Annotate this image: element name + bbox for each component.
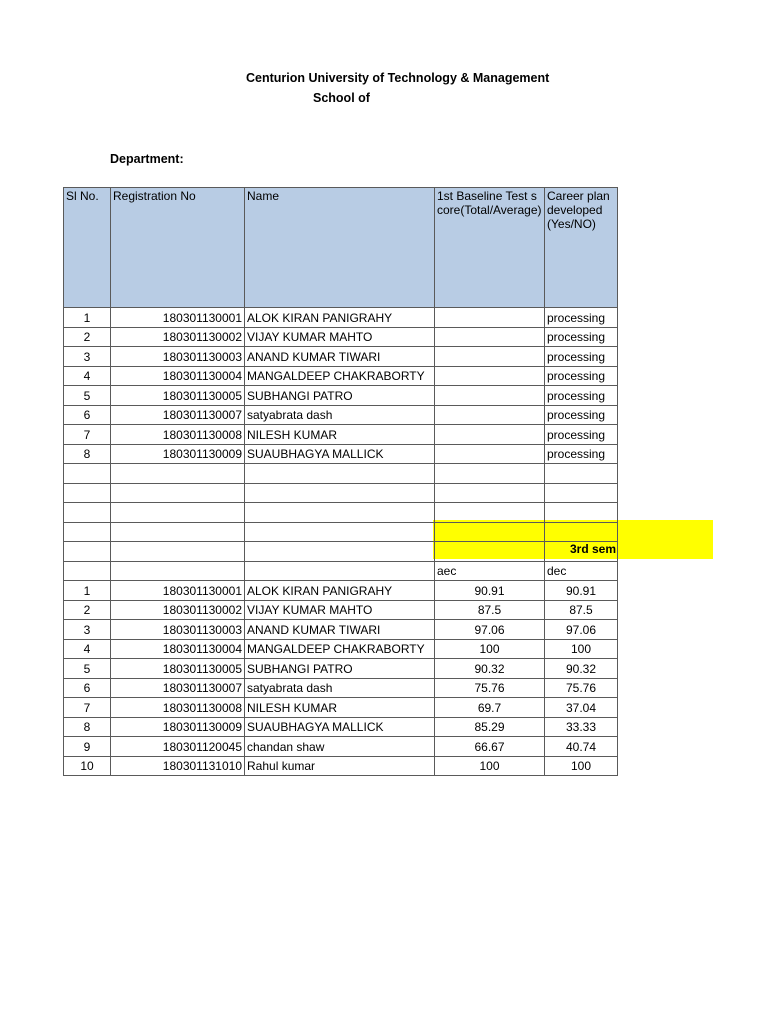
cell-career-plan: processing	[545, 308, 618, 328]
col-header-career-plan: Career plan developed (Yes/NO)	[545, 188, 618, 308]
cell-empty	[545, 483, 618, 503]
table-row	[64, 600, 618, 620]
cell-empty	[64, 542, 111, 562]
cell-baseline	[435, 347, 545, 367]
cell-empty	[545, 464, 618, 484]
cell-dec: 87.5	[545, 600, 618, 620]
cell-empty	[64, 483, 111, 503]
col-header-baseline: 1st Baseline Test score(Total/Average)	[435, 188, 545, 308]
cell-empty	[435, 503, 545, 523]
cell-career-plan: processing	[545, 327, 618, 347]
cell-registration: 180301130001	[111, 308, 245, 328]
cell-empty	[435, 464, 545, 484]
cell-sl: 2	[64, 327, 111, 347]
cell-name: VIJAY KUMAR MAHTO	[245, 327, 435, 347]
cell-empty	[245, 561, 435, 581]
table-header-row	[64, 188, 618, 308]
cell-empty	[545, 503, 618, 523]
cell-empty	[245, 542, 435, 562]
cell-name: NILESH KUMAR	[245, 425, 435, 445]
cell-empty	[111, 522, 245, 542]
cell-career-plan: processing	[545, 405, 618, 425]
cell-name: NILESH KUMAR	[245, 698, 435, 718]
subheader-row	[64, 561, 618, 581]
cell-empty	[545, 522, 618, 542]
table-row	[64, 386, 618, 406]
cell-registration: 180301130003	[111, 620, 245, 640]
cell-aec: 69.7	[435, 698, 545, 718]
cell-dec: 100	[545, 639, 618, 659]
cell-baseline	[435, 386, 545, 406]
cell-empty	[245, 483, 435, 503]
cell-registration: 180301130004	[111, 366, 245, 386]
cell-registration: 180301130001	[111, 581, 245, 601]
semester-band-row	[64, 542, 618, 562]
cell-sl: 10	[64, 756, 111, 776]
cell-empty	[245, 503, 435, 523]
cell-baseline	[435, 327, 545, 347]
cell-name: SUAUBHAGYA MALLICK	[245, 444, 435, 464]
cell-empty	[111, 483, 245, 503]
cell-empty	[64, 464, 111, 484]
cell-aec: 90.91	[435, 581, 545, 601]
table-row	[64, 347, 618, 367]
cell-registration: 180301130008	[111, 698, 245, 718]
table-row	[64, 327, 618, 347]
cell-aec: 100	[435, 756, 545, 776]
cell-baseline	[435, 444, 545, 464]
cell-dec: 33.33	[545, 717, 618, 737]
cell-baseline	[435, 308, 545, 328]
cell-registration: 180301130009	[111, 444, 245, 464]
cell-aec: 100	[435, 639, 545, 659]
cell-name: ANAND KUMAR TIWARI	[245, 347, 435, 367]
cell-empty	[435, 542, 545, 562]
cell-sl: 6	[64, 678, 111, 698]
cell-empty	[435, 522, 545, 542]
cell-empty	[111, 503, 245, 523]
cell-registration: 180301120045	[111, 737, 245, 757]
cell-sl: 7	[64, 425, 111, 445]
table-row	[64, 717, 618, 737]
cell-name: SUBHANGI PATRO	[245, 659, 435, 679]
cell-baseline	[435, 405, 545, 425]
table-row	[64, 620, 618, 640]
cell-name: Rahul kumar	[245, 756, 435, 776]
department-label: Department:	[110, 152, 184, 166]
cell-name: MANGALDEEP CHAKRABORTY	[245, 639, 435, 659]
cell-dec: 40.74	[545, 737, 618, 757]
cell-empty	[245, 464, 435, 484]
cell-sl: 2	[64, 600, 111, 620]
cell-aec: 66.67	[435, 737, 545, 757]
cell-registration: 180301130003	[111, 347, 245, 367]
table-row	[64, 698, 618, 718]
table-row	[64, 737, 618, 757]
cell-aec: 87.5	[435, 600, 545, 620]
semester-band-row	[64, 522, 618, 542]
cell-aec: 97.06	[435, 620, 545, 640]
cell-sl: 1	[64, 581, 111, 601]
cell-empty	[111, 464, 245, 484]
cell-sl: 4	[64, 639, 111, 659]
cell-name: ALOK KIRAN PANIGRAHY	[245, 581, 435, 601]
cell-dec: 90.91	[545, 581, 618, 601]
cell-registration: 180301130008	[111, 425, 245, 445]
table-row	[64, 581, 618, 601]
table-row	[64, 756, 618, 776]
cell-name: chandan shaw	[245, 737, 435, 757]
cell-name: SUBHANGI PATRO	[245, 386, 435, 406]
semester-label: 3rd sem	[570, 542, 617, 556]
cell-sl: 9	[64, 737, 111, 757]
cell-registration: 180301130004	[111, 639, 245, 659]
cell-baseline	[435, 366, 545, 386]
table-row	[64, 678, 618, 698]
cell-name: satyabrata dash	[245, 678, 435, 698]
cell-career-plan: processing	[545, 386, 618, 406]
table-row	[64, 659, 618, 679]
cell-career-plan: processing	[545, 444, 618, 464]
subheader-aec: aec	[435, 561, 545, 581]
student-table	[63, 187, 618, 776]
table-row	[64, 444, 618, 464]
cell-empty	[435, 483, 545, 503]
table-row	[64, 366, 618, 386]
cell-career-plan: processing	[545, 366, 618, 386]
empty-row	[64, 464, 618, 484]
cell-sl: 5	[64, 659, 111, 679]
table-row	[64, 425, 618, 445]
subheader-dec: dec	[545, 561, 618, 581]
table-row	[64, 405, 618, 425]
cell-name: SUAUBHAGYA MALLICK	[245, 717, 435, 737]
cell-name: ALOK KIRAN PANIGRAHY	[245, 308, 435, 328]
cell-registration: 180301130009	[111, 717, 245, 737]
cell-sl: 6	[64, 405, 111, 425]
cell-registration: 180301130002	[111, 327, 245, 347]
cell-aec: 90.32	[435, 659, 545, 679]
cell-empty	[111, 561, 245, 581]
table-row	[64, 639, 618, 659]
cell-registration: 180301130007	[111, 405, 245, 425]
cell-empty	[64, 522, 111, 542]
cell-sl: 3	[64, 620, 111, 640]
cell-sl: 1	[64, 308, 111, 328]
cell-registration: 180301131010	[111, 756, 245, 776]
empty-row	[64, 503, 618, 523]
cell-name: satyabrata dash	[245, 405, 435, 425]
table-row	[64, 308, 618, 328]
cell-empty	[111, 542, 245, 562]
col-header-name: Name	[245, 188, 435, 308]
cell-dec: 75.76	[545, 678, 618, 698]
cell-sl: 5	[64, 386, 111, 406]
cell-sl: 8	[64, 717, 111, 737]
university-title: Centurion University of Technology & Management	[246, 71, 550, 85]
col-header-registration: Registration No	[111, 188, 245, 308]
cell-sl: 7	[64, 698, 111, 718]
cell-aec: 75.76	[435, 678, 545, 698]
cell-empty	[64, 503, 111, 523]
cell-aec: 85.29	[435, 717, 545, 737]
cell-dec: 37.04	[545, 698, 618, 718]
cell-sl: 3	[64, 347, 111, 367]
school-label: School of	[313, 91, 370, 105]
cell-career-plan: processing	[545, 425, 618, 445]
cell-dec: 97.06	[545, 620, 618, 640]
cell-dec: 100	[545, 756, 618, 776]
cell-career-plan: processing	[545, 347, 618, 367]
cell-dec: 90.32	[545, 659, 618, 679]
cell-baseline	[435, 425, 545, 445]
cell-name: ANAND KUMAR TIWARI	[245, 620, 435, 640]
cell-registration: 180301130002	[111, 600, 245, 620]
cell-empty	[245, 522, 435, 542]
cell-registration: 180301130005	[111, 386, 245, 406]
cell-registration: 180301130005	[111, 659, 245, 679]
cell-sl: 8	[64, 444, 111, 464]
cell-name: MANGALDEEP CHAKRABORTY	[245, 366, 435, 386]
col-header-sl: Sl No.	[64, 188, 111, 308]
cell-empty	[64, 561, 111, 581]
cell-sl: 4	[64, 366, 111, 386]
cell-registration: 180301130007	[111, 678, 245, 698]
cell-name: VIJAY KUMAR MAHTO	[245, 600, 435, 620]
empty-row	[64, 483, 618, 503]
